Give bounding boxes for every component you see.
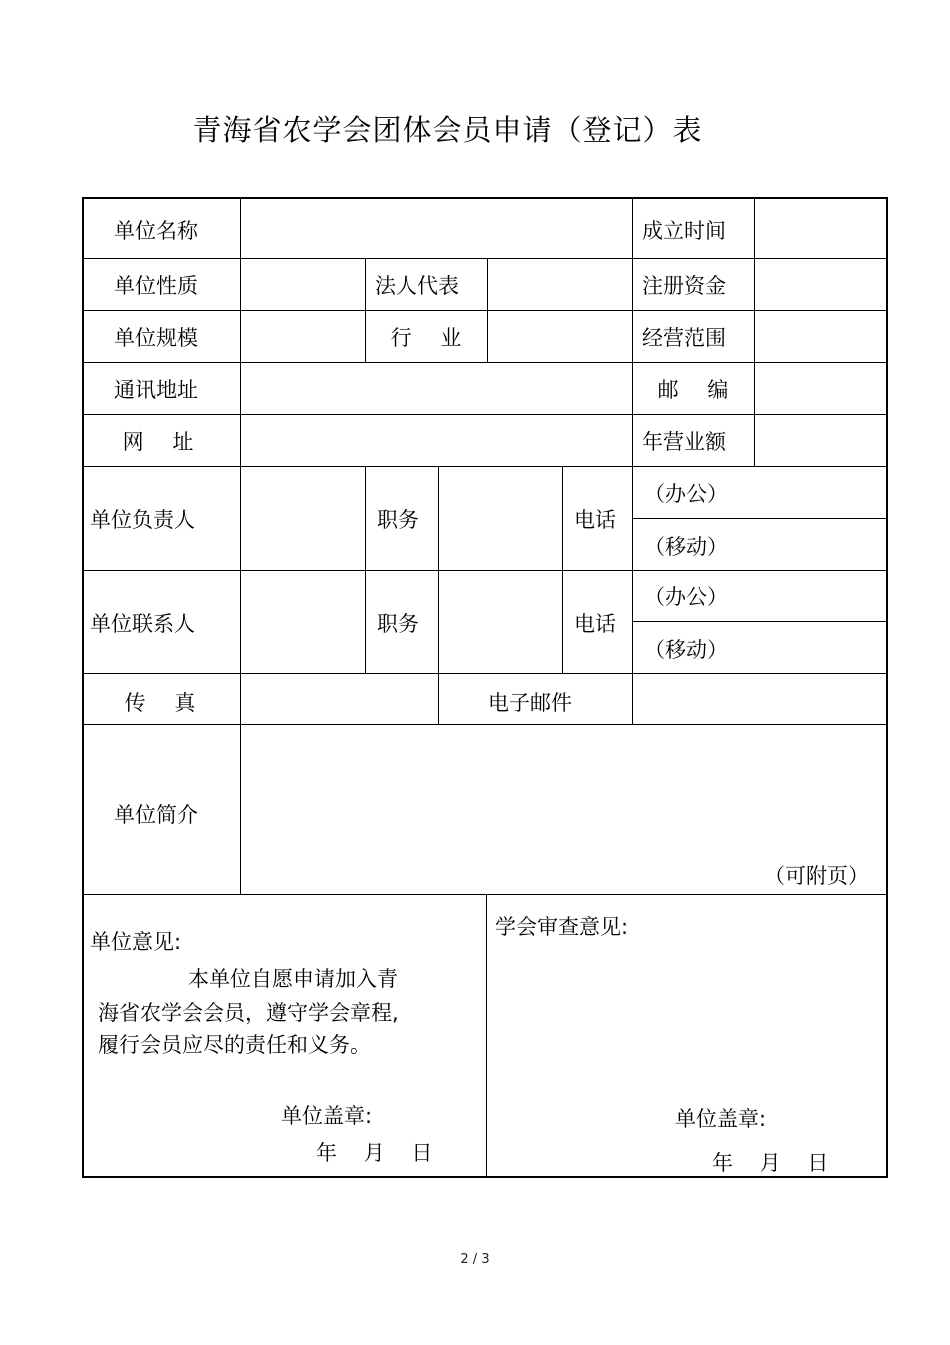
contact-office-phone-label: （办公） [644, 585, 728, 609]
label-unit-scale: 单位规模 [114, 326, 198, 350]
reg-capital-field[interactable] [755, 259, 886, 310]
col-divider [365, 258, 366, 362]
label-unit-name: 单位名称 [114, 219, 198, 243]
label-annual-revenue: 年营业额 [642, 430, 726, 454]
label-head-phone: 电话 [574, 508, 616, 532]
opinion-line-2: 海省农学会会员，遵守学会章程, [98, 1001, 399, 1025]
opinion-line-3: 履行会员应尽的责任和义务。 [98, 1033, 371, 1057]
email-field[interactable] [633, 674, 886, 724]
head-office-phone-field[interactable] [724, 467, 886, 518]
fax-field[interactable] [241, 674, 438, 724]
unit-scale-field[interactable] [241, 311, 365, 362]
legal-rep-field[interactable] [488, 259, 632, 310]
annual-revenue-field[interactable] [755, 415, 886, 466]
label-head: 单位负责人 [90, 508, 195, 532]
label-contact-phone: 电话 [574, 612, 616, 636]
contact-name-field[interactable] [241, 571, 365, 673]
label-unit-nature: 单位性质 [114, 274, 198, 298]
contact-office-phone-field[interactable] [724, 571, 886, 621]
contact-position-field[interactable] [439, 571, 562, 673]
col-divider [365, 466, 366, 673]
unit-seal-label: 单位盖章: [281, 1104, 373, 1128]
page-number: 2 / 3 [460, 1252, 490, 1267]
col-divider [632, 199, 633, 724]
postcode-field[interactable] [755, 363, 886, 414]
head-mobile-phone-label: （移动） [644, 535, 728, 559]
unit-opinion-date: 年 月 日 [316, 1141, 433, 1165]
row-divider [84, 894, 886, 895]
label-website: 网 址 [122, 430, 194, 454]
label-contact-position: 职务 [377, 612, 419, 636]
label-business-scope: 经营范围 [642, 326, 726, 350]
label-industry: 行 业 [390, 326, 462, 350]
label-reg-capital: 注册资金 [642, 274, 726, 298]
address-field[interactable] [241, 363, 632, 414]
label-fax: 传 真 [124, 691, 196, 715]
founded-field[interactable] [755, 199, 886, 258]
application-form-table [82, 197, 888, 1178]
review-seal-label: 单位盖章: [675, 1107, 767, 1131]
website-field[interactable] [241, 415, 632, 466]
review-opinion-field[interactable] [487, 944, 886, 1094]
label-founded: 成立时间 [642, 219, 726, 243]
unit-nature-field[interactable] [241, 259, 365, 310]
opinion-line-1: 本单位自愿申请加入青 [188, 967, 398, 991]
label-head-position: 职务 [377, 508, 419, 532]
unit-opinion-label: 单位意见: [90, 930, 182, 954]
business-scope-field[interactable] [755, 311, 886, 362]
form-title: 青海省农学会团体会员申请（登记）表 [192, 113, 703, 147]
label-email: 电子邮件 [488, 691, 572, 715]
label-postcode: 邮 编 [657, 378, 729, 402]
review-opinion-label: 学会审查意见: [495, 915, 629, 939]
head-position-field[interactable] [439, 467, 562, 570]
head-name-field[interactable] [241, 467, 365, 570]
head-mobile-phone-field[interactable] [724, 519, 886, 570]
label-intro: 单位简介 [114, 803, 198, 827]
col-divider [562, 466, 563, 673]
label-legal-rep: 法人代表 [375, 274, 459, 298]
label-contact: 单位联系人 [90, 612, 195, 636]
contact-mobile-phone-field[interactable] [724, 622, 886, 673]
industry-field[interactable] [488, 311, 632, 362]
unit-name-field[interactable] [241, 199, 632, 258]
contact-mobile-phone-label: （移动） [644, 638, 728, 662]
attach-note: （可附页） [764, 864, 869, 888]
label-address: 通讯地址 [114, 378, 198, 402]
head-office-phone-label: （办公） [644, 482, 728, 506]
review-date: 年 月 日 [712, 1151, 829, 1175]
